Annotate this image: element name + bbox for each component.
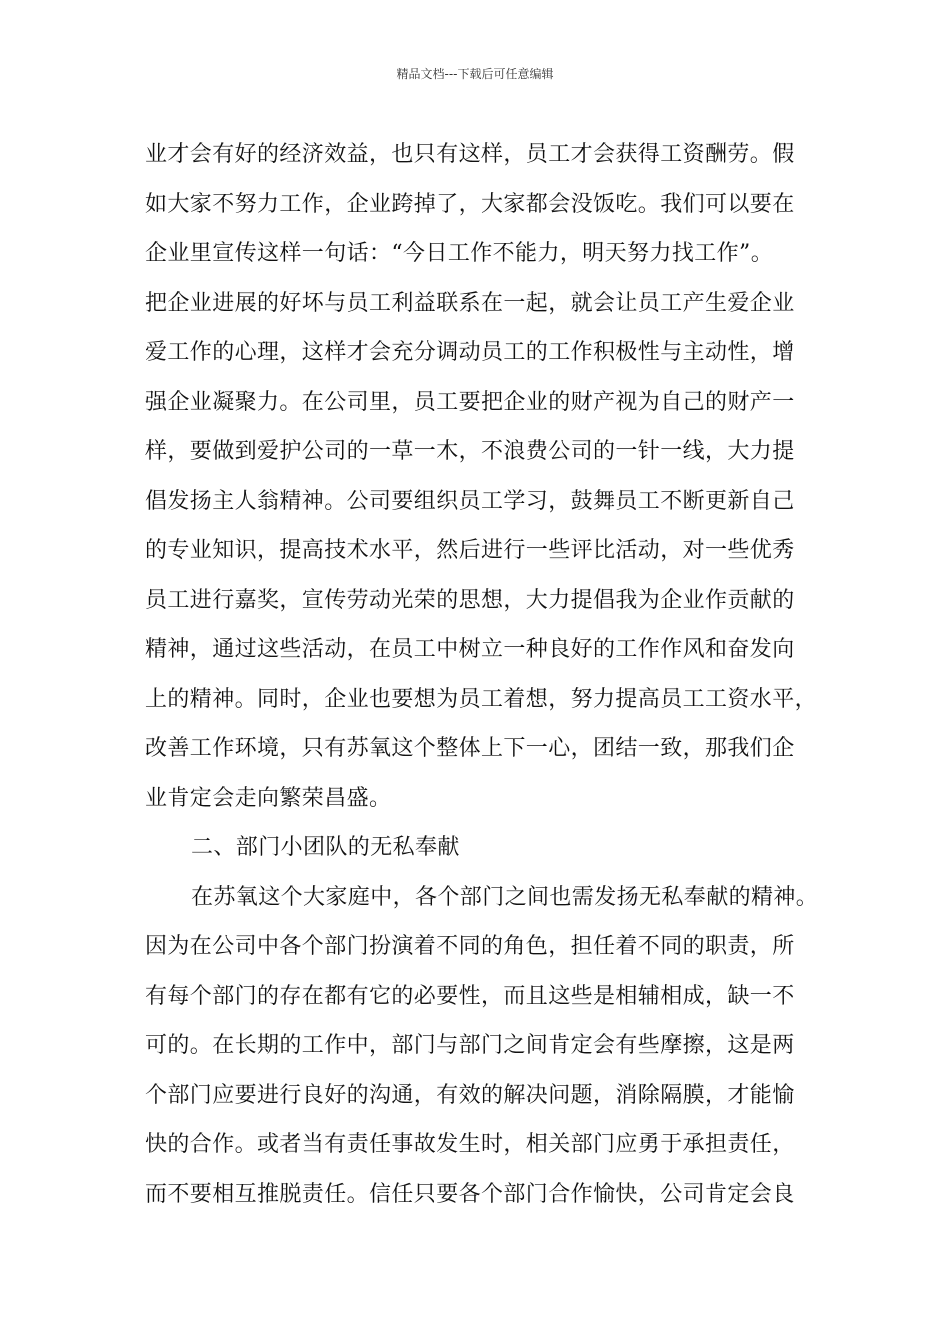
text-line: 爱工作的心理，这样才会充分调动员工的工作积极性与主动性，增: [145, 340, 795, 365]
text-line: 把企业进展的好坏与员工利益联系在一起，就会让员工产生爱企业: [145, 290, 795, 316]
text-line: 个部门应要进行良好的沟通，有效的解决问题，消除隔膜，才能愉: [145, 1082, 795, 1108]
text-line: 如大家不努力工作，企业跨掉了，大家都会没饭吃。我们可以要在: [145, 191, 795, 217]
section-heading: 二、部门小团队的无私奉献: [191, 835, 460, 860]
text-line: 员工进行嘉奖，宣传劳动光荣的思想，大力提倡我为企业作贡献的: [145, 587, 795, 613]
text-line: 快的合作。或者当有责任事故发生时，相关部门应勇于承担责任，: [145, 1132, 795, 1157]
text-line: 的专业知识，提高技术水平，然后进行一些评比活动，对一些优秀: [145, 538, 795, 563]
text-line: 精神，通过这些活动，在员工中树立一种良好的工作作风和奋发向: [145, 637, 795, 662]
text-line: 在苏氧这个大家庭中，各个部门之间也需发扬无私奉献的精神。: [191, 884, 819, 910]
text-line: 业才会有好的经济效益，也只有这样，员工才会获得工资酬劳。假: [145, 142, 795, 167]
text-line: 上的精神。同时，企业也要想为员工着想，努力提高员工工资水平，: [145, 686, 818, 712]
text-line: 改善工作环境，只有苏氧这个整体上下一心，团结一致，那我们企: [145, 736, 795, 761]
text-line: 企业里宣传这样一句话：“今日工作不能力，明天努力找工作”。: [145, 241, 774, 266]
text-line: 强企业凝聚力。在公司里，员工要把企业的财产视为自己的财产一: [145, 389, 795, 415]
text-line: 倡发扬主人翁精神。公司要组织员工学习，鼓舞员工不断更新自己: [145, 488, 795, 514]
text-line: 可的。在长期的工作中，部门与部门之间肯定会有些摩擦，这是两: [145, 1033, 795, 1058]
text-line: 有每个部门的存在都有它的必要性，而且这些是相辅相成，缺一不: [145, 983, 795, 1009]
document-body: [145, 130, 825, 1219]
text-line: 而不要相互推脱责任。信任只要各个部门合作愉快，公司肯定会良: [145, 1181, 795, 1207]
text-line: 因为在公司中各个部门扮演着不同的角色，担任着不同的职责，所: [145, 934, 795, 959]
page-header: 精品文档---下载后可任意编辑: [396, 67, 554, 81]
text-line: 业肯定会走向繁荣昌盛。: [145, 785, 392, 811]
text-line: 样，要做到爱护公司的一草一木，不浪费公司的一针一线，大力提: [145, 439, 795, 464]
